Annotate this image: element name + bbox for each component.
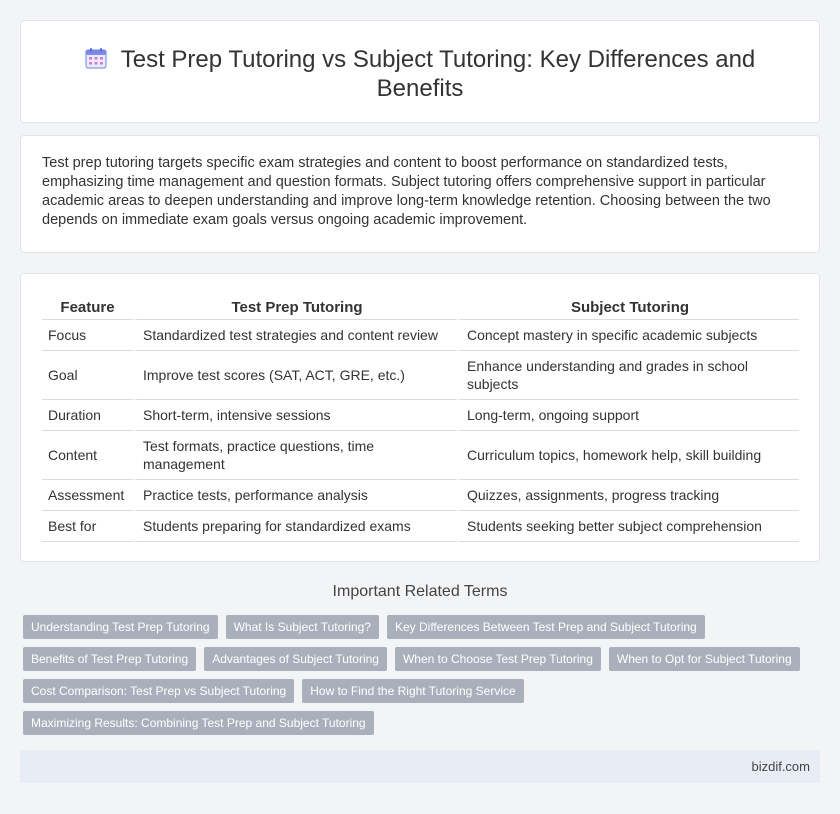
site-link[interactable]: bizdif.com <box>751 759 810 774</box>
related-term-tag[interactable]: When to Opt for Subject Tutoring <box>609 647 800 671</box>
row-subject: Enhance understanding and grades in school subjects <box>457 351 799 400</box>
row-test-prep: Standardized test strategies and content review <box>133 320 457 351</box>
related-term-tag[interactable]: When to Choose Test Prep Tutoring <box>395 647 601 671</box>
related-term-tag[interactable]: Advantages of Subject Tutoring <box>204 647 387 671</box>
row-test-prep: Students preparing for standardized exams <box>133 511 457 542</box>
table-row <box>42 480 799 511</box>
title-card <box>20 20 820 123</box>
related-term-tag[interactable]: Maximizing Results: Combining Test Prep and Subject Tutoring <box>23 711 374 735</box>
row-test-prep: Test formats, practice questions, time management <box>133 431 457 480</box>
calendar-icon <box>85 47 107 69</box>
row-feature: Assessment <box>42 480 133 511</box>
related-terms-heading: Important Related Terms <box>332 583 508 600</box>
page-title-wrap <box>21 45 819 103</box>
intro-card <box>20 135 820 253</box>
table-row <box>42 431 799 480</box>
row-subject: Long-term, ongoing support <box>457 400 799 431</box>
table-row <box>42 351 799 400</box>
row-subject: Students seeking better subject comprehension <box>457 511 799 542</box>
related-term-tag[interactable]: Key Differences Between Test Prep and Subject Tutoring <box>387 615 705 639</box>
comparison-table <box>42 295 799 542</box>
table-header-row <box>42 295 799 320</box>
header-test-prep: Test Prep Tutoring <box>133 295 457 320</box>
row-subject: Concept mastery in specific academic subjects <box>457 320 799 351</box>
related-terms-list <box>23 615 803 735</box>
page-title: Test Prep Tutoring vs Subject Tutoring: Key Differences and Benefits <box>120 46 756 102</box>
header-feature: Feature <box>42 295 133 320</box>
related-term-tag[interactable]: Cost Comparison: Test Prep vs Subject Tutoring <box>23 679 294 703</box>
related-term-tag[interactable]: What Is Subject Tutoring? <box>226 615 379 639</box>
related-term-tag[interactable]: Understanding Test Prep Tutoring <box>23 615 218 639</box>
row-subject: Quizzes, assignments, progress tracking <box>457 480 799 511</box>
row-feature: Duration <box>42 400 133 431</box>
comparison-card <box>20 273 820 562</box>
row-subject: Curriculum topics, homework help, skill building <box>457 431 799 480</box>
footer <box>20 750 820 783</box>
table-row <box>42 511 799 542</box>
row-feature: Goal <box>42 351 133 400</box>
row-feature: Content <box>42 431 133 480</box>
row-feature: Best for <box>42 511 133 542</box>
related-term-tag[interactable]: Benefits of Test Prep Tutoring <box>23 647 196 671</box>
table-row <box>42 400 799 431</box>
row-feature: Focus <box>42 320 133 351</box>
related-term-tag[interactable]: How to Find the Right Tutoring Service <box>302 679 523 703</box>
row-test-prep: Short-term, intensive sessions <box>133 400 457 431</box>
row-test-prep: Practice tests, performance analysis <box>133 480 457 511</box>
header-subject: Subject Tutoring <box>457 295 799 320</box>
intro-paragraph: Test prep tutoring targets specific exam strategies and content to boost performance on standardized tests, emphasizing time management and question formats. Subject tutoring offers comprehensive support in particular academic areas to deepen understanding and improve long-term knowledge retention. Choosing between the two depends on immediate exam goals versus ongoing academic improvement. <box>42 155 771 228</box>
row-test-prep: Improve test scores (SAT, ACT, GRE, etc.) <box>133 351 457 400</box>
table-row <box>42 320 799 351</box>
